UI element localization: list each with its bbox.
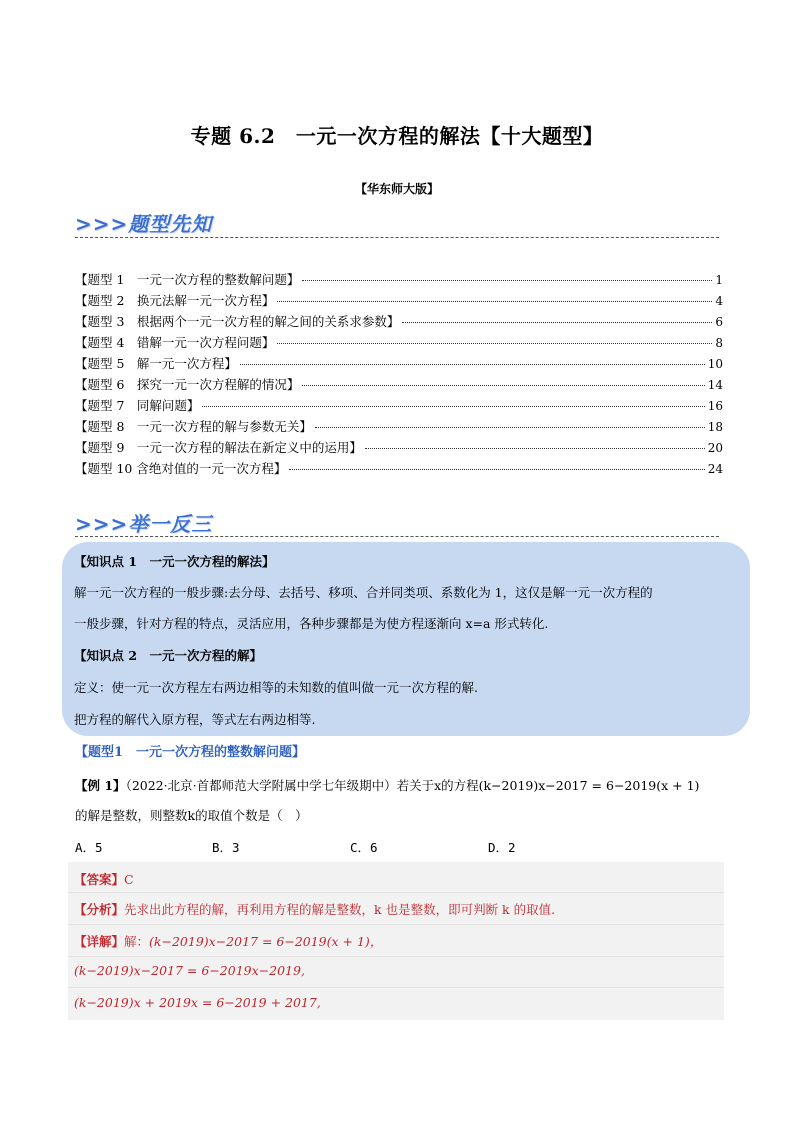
answer-tag: 【答案】 bbox=[74, 872, 125, 887]
solution-step-2: (k−2019)x−2017 = 6−2019x−2019, bbox=[74, 963, 305, 978]
table-of-contents bbox=[75, 270, 723, 480]
knowledge-point-1-title: 【知识点 1 一元一次方程的解法】 bbox=[74, 554, 275, 569]
solution-step-3: (k−2019)x + 2019x = 6−2019 + 2017, bbox=[74, 995, 321, 1010]
divider bbox=[75, 536, 719, 537]
toc-leader bbox=[289, 469, 704, 470]
toc-leader bbox=[365, 448, 705, 449]
toc-page: 18 bbox=[707, 420, 723, 434]
knowledge-box bbox=[62, 542, 750, 736]
analysis-line bbox=[74, 900, 555, 918]
answer-value: C bbox=[124, 872, 134, 887]
solution-block bbox=[68, 862, 724, 1020]
toc-leader bbox=[302, 280, 712, 281]
toc-label: 【题型 4 错解一元一次方程问题】 bbox=[75, 335, 275, 350]
toc-label: 【题型 2 换元法解一元一次方程】 bbox=[75, 293, 275, 308]
analysis-tag: 【分析】 bbox=[74, 902, 125, 917]
analysis-text: 先求出此方程的解，再利用方程的解是整数，k 也是整数，即可判断 k 的取值. bbox=[124, 902, 556, 917]
toc-label: 【题型 9 一元一次方程的解法在新定义中的运用】 bbox=[75, 440, 362, 455]
toc-page: 16 bbox=[707, 399, 723, 413]
toc-entry[interactable] bbox=[75, 333, 723, 354]
choice-d[interactable]: D．2 bbox=[488, 840, 516, 855]
example-question-cont: 的解是整数，则整数k的取值个数是（ ） bbox=[75, 808, 308, 823]
toc-label: 【题型 10 含绝对值的一元一次方程】 bbox=[75, 461, 287, 476]
toc-page: 20 bbox=[707, 441, 723, 455]
choice-c[interactable]: C．6 bbox=[350, 840, 378, 855]
toc-leader bbox=[240, 364, 705, 365]
knowledge-point-2-text: 把方程的解代入原方程，等式左右两边相等. bbox=[74, 712, 316, 727]
divider bbox=[68, 924, 724, 925]
toc-entry[interactable] bbox=[75, 291, 723, 312]
toc-label: 【题型 1 一元一次方程的整数解问题】 bbox=[75, 272, 300, 287]
toc-page: 6 bbox=[715, 315, 723, 329]
solution-step-1: (k−2019)x−2017 = 6−2019(x + 1)， bbox=[149, 934, 383, 949]
divider bbox=[75, 237, 719, 238]
toc-leader bbox=[277, 301, 712, 302]
toc-leader bbox=[315, 427, 705, 428]
banner-overview: >>>题型先知 bbox=[75, 212, 213, 236]
document-title: 专题 6.2 一元一次方程的解法【十大题型】 bbox=[190, 124, 604, 148]
example-question bbox=[75, 776, 699, 794]
toc-leader bbox=[277, 343, 712, 344]
knowledge-point-1-text: 一般步骤，针对方程的特点，灵活应用，各种步骤都是为使方程逐渐向 x=a 形式转化. bbox=[74, 616, 549, 631]
toc-entry[interactable] bbox=[75, 459, 723, 480]
toc-label: 【题型 3 根据两个一元一次方程的解之间的关系求参数】 bbox=[75, 314, 400, 329]
toc-label: 【题型 6 探究一元一次方程解的情况】 bbox=[75, 377, 300, 392]
detail-tag: 【详解】 bbox=[74, 934, 125, 949]
toc-entry[interactable] bbox=[75, 270, 723, 291]
question-type-heading: 【题型1 一元一次方程的整数解问题】 bbox=[75, 745, 306, 760]
toc-leader bbox=[302, 385, 704, 386]
toc-page: 10 bbox=[707, 357, 723, 371]
toc-page: 8 bbox=[715, 336, 723, 350]
knowledge-point-1-text: 解一元一次方程的一般步骤:去分母、去括号、移项、合并同类项、系数化为 1，这仅是解一元一次方程的 bbox=[74, 585, 653, 600]
example-label: 【例 1】 bbox=[75, 778, 126, 793]
example-text: （2022·北京·首都师范大学附属中学七年级期中）若关于x的方程(k−2019)x−2017 = 6−2019(x + 1) bbox=[125, 778, 700, 793]
toc-entry[interactable] bbox=[75, 438, 723, 459]
toc-entry[interactable] bbox=[75, 375, 723, 396]
toc-page: 4 bbox=[715, 294, 723, 308]
knowledge-point-2-title: 【知识点 2 一元一次方程的解】 bbox=[74, 648, 263, 663]
knowledge-point-2-text: 定义：使一元一次方程左右两边相等的未知数的值叫做一元一次方程的解. bbox=[74, 680, 478, 695]
choice-a[interactable]: A．5 bbox=[75, 840, 103, 855]
toc-entry[interactable] bbox=[75, 417, 723, 438]
divider bbox=[68, 892, 724, 893]
divider bbox=[68, 956, 724, 957]
toc-entry[interactable] bbox=[75, 354, 723, 375]
toc-leader bbox=[202, 406, 704, 407]
toc-label: 【题型 5 解一元一次方程】 bbox=[75, 356, 237, 371]
toc-page: 14 bbox=[707, 378, 723, 392]
toc-entry[interactable] bbox=[75, 312, 723, 333]
divider bbox=[68, 987, 724, 988]
answer-line bbox=[74, 870, 134, 888]
choice-b[interactable]: B．3 bbox=[212, 840, 240, 855]
toc-label: 【题型 7 同解问题】 bbox=[75, 398, 200, 413]
toc-page: 24 bbox=[707, 462, 723, 476]
detail-line bbox=[74, 932, 382, 950]
edition-label: 【华东师大版】 bbox=[354, 182, 439, 196]
toc-label: 【题型 8 一元一次方程的解与参数无关】 bbox=[75, 419, 312, 434]
toc-entry[interactable] bbox=[75, 396, 723, 417]
toc-page: 1 bbox=[715, 273, 723, 287]
detail-intro: 解： bbox=[124, 934, 150, 949]
banner-practice: >>>举一反三 bbox=[75, 512, 213, 536]
toc-leader bbox=[402, 322, 712, 323]
